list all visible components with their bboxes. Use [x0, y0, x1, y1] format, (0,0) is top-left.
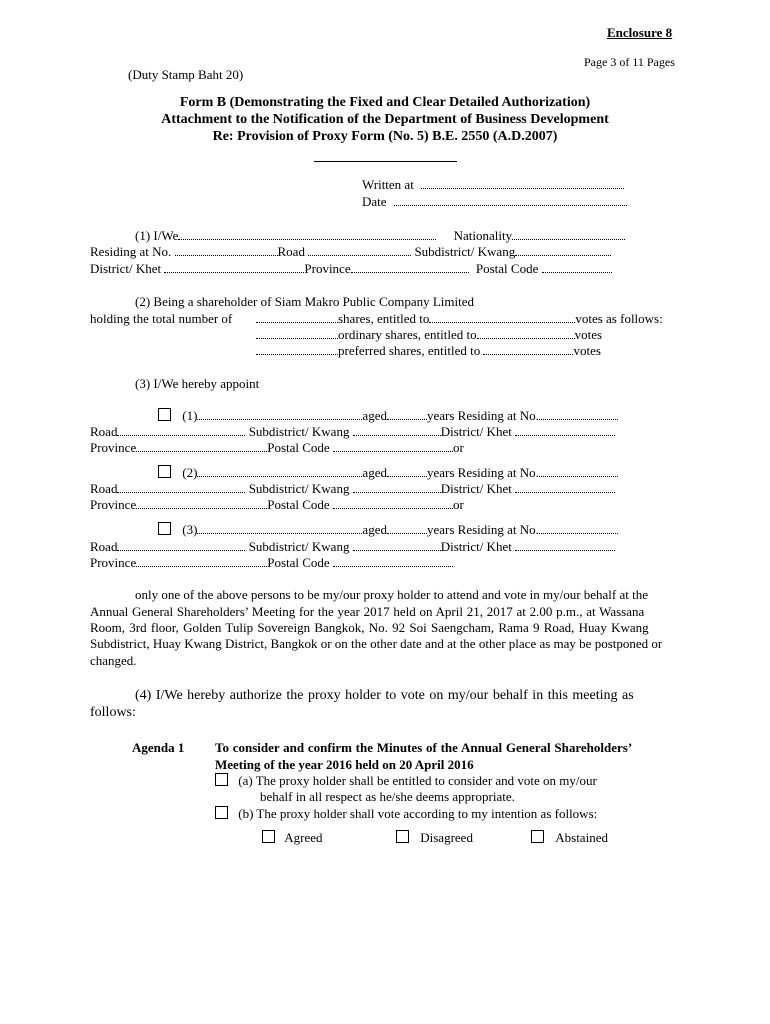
proxy-2-district-field[interactable] — [515, 481, 615, 493]
road-label: Road — [90, 539, 118, 554]
shares-label: shares, entitled to — [338, 311, 430, 326]
province-label: Province — [90, 497, 137, 512]
postal-label: Postal Code — [475, 261, 539, 276]
ordinary-votes-field[interactable] — [477, 327, 575, 339]
section3-intro: (3) I/We hereby appoint — [135, 376, 260, 391]
subdistrict-label: Subdistrict/ Kwang — [248, 539, 350, 554]
proxy-3-postal-field[interactable] — [333, 555, 453, 567]
proxy-1-row3 — [90, 440, 464, 456]
proxy-2-age-field[interactable] — [387, 465, 427, 477]
written-at-label: Written at — [362, 177, 414, 192]
proxy-2-road-field[interactable] — [117, 481, 245, 493]
section1-row1 — [135, 228, 625, 244]
total-votes-field[interactable] — [429, 311, 575, 323]
written-at-row — [362, 177, 624, 193]
district-label: District/ Khet — [440, 481, 512, 496]
vote-abstained — [531, 830, 608, 846]
province-field[interactable] — [351, 261, 469, 273]
subdistrict-label: Subdistrict/ Kwang — [248, 424, 350, 439]
paragraph-line-5: changed. — [90, 653, 137, 668]
proxy-2-row3 — [90, 497, 464, 513]
proxy-3-house-no-field[interactable] — [539, 522, 618, 534]
nationality-label: Nationality — [453, 228, 513, 243]
province-label: Province — [304, 261, 351, 276]
section4-line1: (4) I/We hereby authorize the proxy holder to vote on my/our behalf in this meeting as — [135, 688, 634, 703]
province-label: Province — [90, 555, 137, 570]
name-field[interactable] — [178, 228, 436, 240]
proxy-1-name-field[interactable] — [197, 408, 362, 420]
preferred-shares-field[interactable] — [256, 343, 338, 355]
proxy-1-row1 — [158, 408, 618, 424]
proxy-2-checkbox[interactable] — [158, 465, 171, 478]
district-field[interactable] — [164, 261, 304, 273]
agenda-1-title-line1: To consider and confirm the Minutes of the Annual General Shareholders’ — [215, 740, 633, 755]
vote-agreed — [262, 830, 323, 846]
paragraph-line-4: Subdistrict, Huay Kwang District, Bangkok or on the other date and at the other place as may be postponed or — [90, 636, 663, 651]
section2-row2 — [256, 327, 602, 343]
proxy-3-district-field[interactable] — [515, 539, 615, 551]
aged-label: aged — [362, 522, 387, 537]
form-title: Form B (Demonstrating the Fixed and Clear Detailed Authorization) — [179, 95, 591, 110]
agenda-1-option-a — [215, 773, 597, 789]
road-label: Road — [277, 244, 305, 259]
form-subtitle-re: Re: Provision of Proxy Form (No. 5) B.E. 2550 (A.D.2007) — [212, 129, 558, 144]
proxy-3-province-field[interactable] — [136, 555, 267, 567]
postal-field[interactable] — [542, 261, 612, 273]
agreed-label: Agreed — [284, 830, 323, 845]
road-label: Road — [90, 481, 118, 496]
proxy-1-road-field[interactable] — [117, 424, 245, 436]
district-label: District/ Khet — [440, 539, 512, 554]
proxy-2-name-field[interactable] — [197, 465, 362, 477]
postal-label: Postal Code — [267, 555, 330, 570]
proxy-1-postal-field[interactable] — [333, 440, 453, 452]
proxy-1-subdistrict-field[interactable] — [353, 424, 441, 436]
abstained-label: Abstained — [555, 830, 608, 845]
date-label: Date — [362, 194, 387, 209]
subdistrict-field[interactable] — [515, 244, 611, 256]
date-row — [362, 194, 627, 210]
proxy-3-number: (3) — [182, 522, 198, 537]
votes-label: votes — [573, 343, 601, 358]
page-number: Page 3 of 11 Pages — [584, 55, 675, 69]
agenda-1-title-line2: Meeting of the year 2016 held on 20 April 2016 — [215, 757, 474, 772]
agenda-1-option-b — [215, 806, 597, 822]
agreed-checkbox[interactable] — [262, 830, 275, 843]
duty-stamp-label: (Duty Stamp Baht 20) — [128, 67, 244, 82]
district-label: District/ Khet — [440, 424, 512, 439]
road-field[interactable] — [308, 244, 411, 256]
paragraph-line-2: Annual General Shareholders’ Meeting for the year 2017 held on April 21, 2017 at 2.00 p.m., at Wassana — [90, 604, 645, 619]
aged-label: aged — [362, 465, 387, 480]
or-label: or — [452, 497, 464, 512]
proxy-2-row2 — [90, 481, 615, 497]
house-no-field[interactable] — [175, 244, 278, 256]
subdistrict-label: Subdistrict/ Kwang — [414, 244, 516, 259]
option-a-checkbox[interactable] — [215, 773, 228, 786]
preferred-votes-field[interactable] — [483, 343, 573, 355]
years-residing-label: years Residing at No. — [426, 465, 539, 480]
proxy-3-road-field[interactable] — [117, 539, 245, 551]
title-divider — [314, 161, 457, 162]
years-residing-label: years Residing at No. — [426, 522, 539, 537]
abstained-checkbox[interactable] — [531, 830, 544, 843]
proxy-1-district-field[interactable] — [515, 424, 615, 436]
proxy-1-province-field[interactable] — [136, 440, 267, 452]
form-subtitle: Attachment to the Notification of the Department of Business Development — [161, 112, 609, 127]
date-field[interactable] — [394, 194, 627, 206]
disagreed-checkbox[interactable] — [396, 830, 409, 843]
enclosure-label: Enclosure 8 — [607, 25, 673, 40]
proxy-2-province-field[interactable] — [136, 497, 267, 509]
proxy-1-number: (1) — [182, 408, 198, 423]
proxy-2-row1 — [158, 465, 618, 481]
proxy-2-postal-field[interactable] — [333, 497, 453, 509]
proxy-1-row2 — [90, 424, 615, 440]
proxy-3-subdistrict-field[interactable] — [353, 539, 441, 551]
votes-as-follows-label: votes as follows: — [575, 311, 663, 326]
proxy-1-house-no-field[interactable] — [539, 408, 618, 420]
option-a-text-line2: behalf in all respect as he/she deems appropriate. — [260, 789, 515, 804]
section2-row1 — [256, 311, 663, 327]
section4-line2: follows: — [90, 705, 136, 720]
postal-label: Postal Code — [267, 497, 330, 512]
or-label: or — [452, 440, 464, 455]
option-b-text: (b) The proxy holder shall vote according to my intention as follows: — [238, 806, 598, 821]
proxy-2-number: (2) — [182, 465, 198, 480]
subdistrict-label: Subdistrict/ Kwang — [248, 481, 350, 496]
ordinary-label: ordinary shares, entitled to — [338, 327, 477, 342]
holding-label: holding the total number of — [90, 311, 233, 326]
paragraph-line-3: Room, 3rd floor, Golden Tulip Sovereign Bangkok, No. 92 Soi Saengcham, Rama 9 Road, Huay Kwang — [90, 620, 649, 635]
votes-label: votes — [574, 327, 603, 342]
proxy-1-age-field[interactable] — [387, 408, 427, 420]
proxy-3-checkbox[interactable] — [158, 522, 171, 535]
paragraph-line-1: only one of the above persons to be my/our proxy holder to attend and vote in my/our behalf at the — [135, 587, 649, 602]
proxy-3-name-field[interactable] — [197, 522, 362, 534]
disagreed-label: Disagreed — [420, 830, 473, 845]
nationality-field[interactable] — [512, 228, 625, 240]
proxy-3-row3 — [90, 555, 453, 571]
province-label: Province — [90, 440, 137, 455]
option-a-text: (a) The proxy holder shall be entitled to consider and vote on my/our — [238, 773, 597, 788]
district-label: District/ Khet — [90, 261, 162, 276]
proxy-1-checkbox[interactable] — [158, 408, 171, 421]
section1-row3 — [90, 261, 612, 277]
postal-label: Postal Code — [267, 440, 330, 455]
aged-label: aged — [362, 408, 387, 423]
vote-disagreed — [396, 830, 473, 846]
iwe-label: (1) I/We — [135, 228, 179, 243]
road-label: Road — [90, 424, 118, 439]
ordinary-shares-field[interactable] — [256, 327, 338, 339]
total-shares-field[interactable] — [256, 311, 338, 323]
agenda-1-label: Agenda 1 — [132, 740, 185, 755]
proxy-3-row2 — [90, 539, 615, 555]
option-b-checkbox[interactable] — [215, 806, 228, 819]
preferred-label: preferred shares, entitled to — [338, 343, 481, 358]
residing-label: Residing at No. — [90, 244, 172, 259]
section1-row2 — [90, 244, 611, 260]
proxy-2-house-no-field[interactable] — [539, 465, 618, 477]
proxy-2-subdistrict-field[interactable] — [353, 481, 441, 493]
section2-intro: (2) Being a shareholder of Siam Makro Public Company Limited — [135, 294, 475, 309]
proxy-3-age-field[interactable] — [387, 522, 427, 534]
years-residing-label: years Residing at No. — [426, 408, 539, 423]
proxy-3-row1 — [158, 522, 618, 538]
section2-row3 — [256, 343, 601, 359]
written-at-field[interactable] — [421, 177, 624, 189]
